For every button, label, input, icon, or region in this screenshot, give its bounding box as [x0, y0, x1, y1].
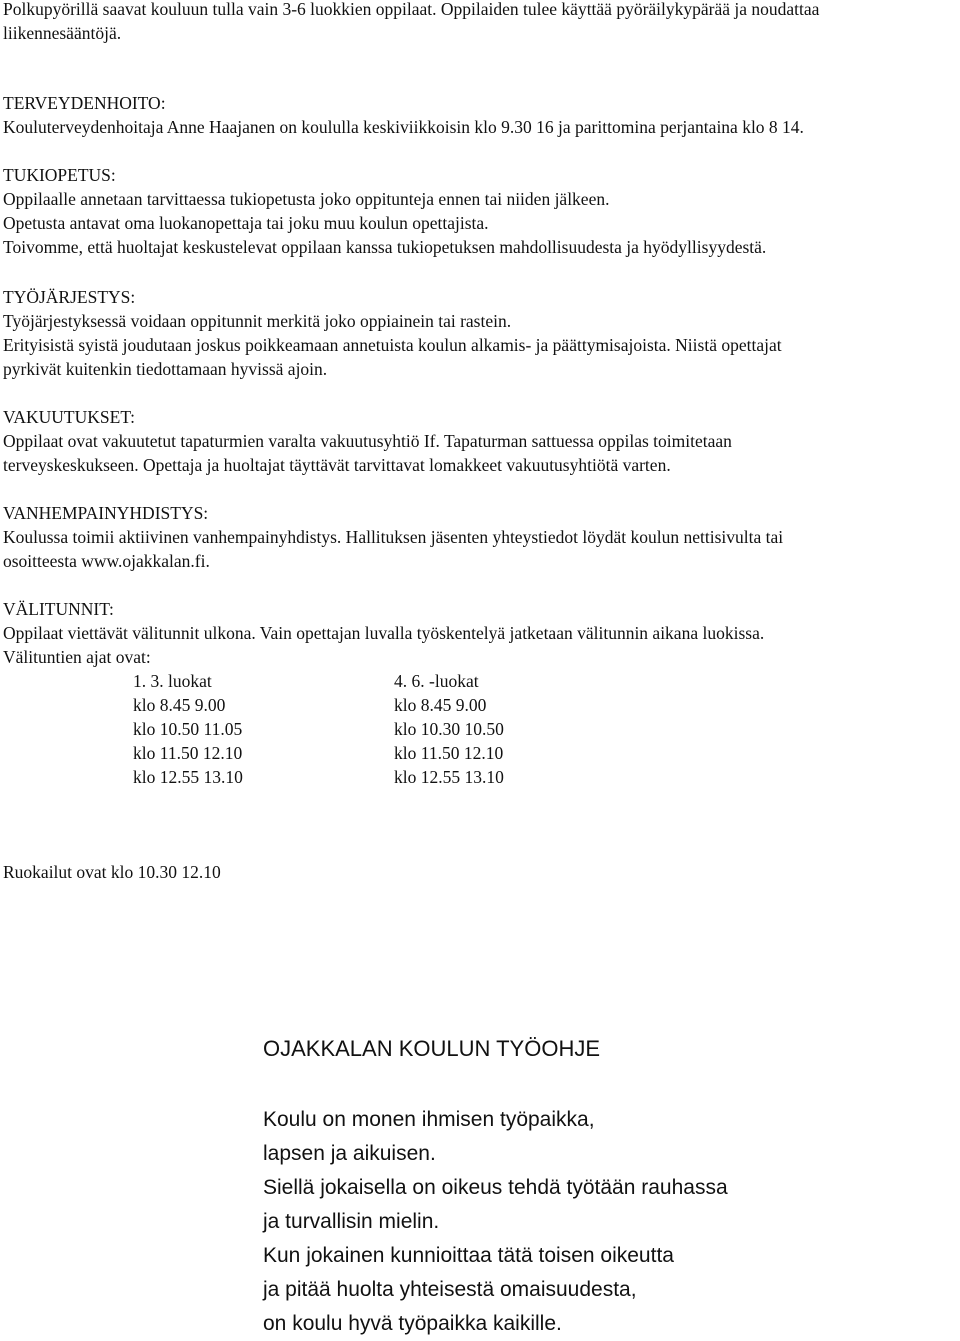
- section-heading: TYÖJÄRJESTYS:: [3, 287, 136, 307]
- intro-line: liikennesääntöjä.: [3, 23, 122, 43]
- break-time: klo 11.50 12.10: [394, 743, 504, 763]
- break-time: klo 10.30 10.50: [394, 719, 504, 739]
- section-line: osoitteesta www.ojakkalan.fi.: [3, 551, 210, 571]
- section-line: Erityisistä syistä joudutaan joskus poikkeamaan annetuista koulun alkamis- ja päättymisajoista. Niistä opettajat: [3, 335, 782, 355]
- intro-paragraph: [3, 0, 953, 45]
- section-health: [3, 91, 953, 139]
- break-times-grades-1-3: [133, 669, 243, 789]
- break-time: klo 12.55 13.10: [133, 767, 243, 787]
- section-line: terveyskeskukseen. Opettaja ja huoltajat täyttävät tarvittavat lomakkeet vakuutusyhtiötä varten.: [3, 455, 671, 475]
- section-line: Koulussa toimii aktiivinen vanhempainyhdistys. Hallituksen jäsenten yhteystiedot löydät koulun nettisivulta tai: [3, 527, 784, 547]
- poem-line: Siellä jokaisella on oikeus tehdä työtään rauhassa: [263, 1176, 728, 1199]
- poem-line: lapsen ja aikuisen.: [263, 1142, 436, 1165]
- break-time: klo 12.55 13.10: [394, 767, 504, 787]
- section-heading: TERVEYDENHOITO:: [3, 93, 166, 113]
- poem-line: Kun jokainen kunnioittaa tätä toisen oikeutta: [263, 1244, 674, 1267]
- section-line: Oppilaat ovat vakuutetut tapaturmien varalta vakuutusyhtiö If. Tapaturman sattuessa oppilas toimitetaan: [3, 431, 732, 451]
- section-tutoring: [3, 163, 953, 259]
- section-line: Oppilaalle annetaan tarvittaessa tukiopetusta joko oppitunteja ennen tai niiden jälkeen.: [3, 189, 610, 209]
- section-heading: VAKUUTUKSET:: [3, 407, 136, 427]
- section-timetable: [3, 285, 953, 381]
- section-heading: VANHEMPAINYHDISTYS:: [3, 503, 209, 523]
- section-parents-association: [3, 501, 953, 573]
- section-line: Opetusta antavat oma luokanopettaja tai joku muu koulun opettajista.: [3, 213, 489, 233]
- section-breaks: [3, 597, 953, 669]
- break-time: klo 8.45 9.00: [394, 695, 487, 715]
- section-insurance: [3, 405, 953, 477]
- section-line: Kouluterveydenhoitaja Anne Haajanen on koululla keskiviikkoisin klo 9.30 16 ja parittomina perjantaina klo 8 14.: [3, 117, 804, 137]
- poem-body: [263, 1103, 913, 1341]
- section-line: Toivomme, että huoltajat keskustelevat oppilaan kanssa tukiopetuksen mahdollisuudesta ja hyödyllisyydestä.: [3, 237, 767, 257]
- section-line: pyrkivät kuitenkin tiedottamaan hyvissä ajoin.: [3, 359, 328, 379]
- poem-line: ja pitää huolta yhteisestä omaisuudesta,: [263, 1278, 637, 1301]
- break-times-table: [3, 669, 953, 799]
- intro-line: Polkupyörillä saavat kouluun tulla vain 3-6 luokkien oppilaat. Oppilaiden tulee käyttää pyöräilykypärää ja noudattaa: [3, 0, 820, 19]
- break-time: klo 8.45 9.00: [133, 695, 226, 715]
- poem-line: Koulu on monen ihmisen työpaikka,: [263, 1108, 595, 1131]
- poem-title: OJAKKALAN KOULUN TYÖOHJE: [263, 1036, 601, 1061]
- break-time: klo 11.50 12.10: [133, 743, 243, 763]
- section-heading: VÄLITUNNIT:: [3, 599, 114, 619]
- section-line: Työjärjestyksessä voidaan oppitunnit merkitä joko oppiainein tai rastein.: [3, 311, 512, 331]
- poem-line: ja turvallisin mielin.: [263, 1210, 440, 1233]
- section-line: Oppilaat viettävät välitunnit ulkona. Vain opettajan luvalla työskentelyä jatketaan välitunnin aikana luokissa.: [3, 623, 765, 643]
- poem-line: on koulu hyvä työpaikka kaikille.: [263, 1312, 562, 1335]
- lunch-line: Ruokailut ovat klo 10.30 12.10: [3, 862, 221, 882]
- column-header: 4. 6. -luokat: [394, 671, 479, 691]
- break-times-grades-4-6: [394, 669, 504, 789]
- column-header: 1. 3. luokat: [133, 671, 212, 691]
- section-heading: TUKIOPETUS:: [3, 165, 116, 185]
- lunch-info: [3, 860, 953, 884]
- section-line: Välituntien ajat ovat:: [3, 647, 151, 667]
- break-time: klo 10.50 11.05: [133, 719, 243, 739]
